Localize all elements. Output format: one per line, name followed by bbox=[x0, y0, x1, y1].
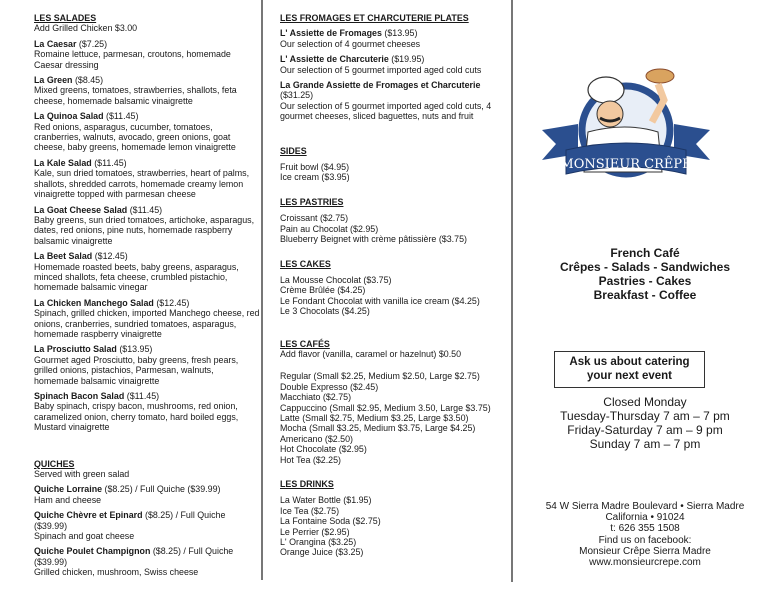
item-description: Our selection of 5 gourmet imported aged cold cuts bbox=[280, 64, 482, 75]
item-description: Mixed greens, tomatoes, strawberries, shallots, feta cheese, homemade balsamic vinaigrette bbox=[34, 85, 237, 106]
menu-section bbox=[280, 479, 510, 558]
item-description: Red onions, asparagus, cucumber, tomatoes, cranberries, walnuts, avocado, green onions, goat cheese, baby greens, homemade lemon vinaigrette bbox=[34, 121, 236, 153]
item-description: Homemade roasted beets, baby greens, asparagus, minced shallots, feta cheese, crumbled pistachio, homemade balsamic vinegar bbox=[34, 261, 239, 293]
menu-item bbox=[280, 28, 510, 49]
item-name: Quiche Lorraine bbox=[34, 484, 103, 495]
item-list bbox=[280, 495, 510, 557]
item-name: Quiche Poulet Champignon bbox=[34, 546, 151, 557]
menu-line: La Fontaine Soda ($2.75) bbox=[280, 516, 381, 527]
item-name: Quiche Chèvre et Epinard bbox=[34, 510, 143, 521]
contact-line: t: 626 355 1508 bbox=[610, 523, 680, 535]
menu-line: Mocha (Small $3.25, Medium $3.75, Large $4.25) bbox=[280, 423, 476, 434]
item-price: ($19.95) bbox=[391, 54, 425, 65]
item-list bbox=[280, 275, 510, 317]
item-list bbox=[280, 213, 510, 244]
tagline-line: Breakfast - Coffee bbox=[593, 288, 697, 302]
item-name: La Chicken Manchego Salad bbox=[34, 297, 154, 308]
menu-line: Orange Juice ($3.25) bbox=[280, 547, 364, 558]
tagline-line: Crêpes - Salads - Sandwiches bbox=[559, 260, 731, 274]
menu-item bbox=[34, 484, 260, 505]
column-divider-right bbox=[511, 0, 513, 582]
item-description: Spinach and goat cheese bbox=[34, 531, 135, 542]
hours-line: Sunday 7 am – 7 pm bbox=[589, 437, 701, 451]
menu-line: Pain au Chocolat ($2.95) bbox=[280, 223, 379, 234]
menu-line: Ice cream ($3.95) bbox=[280, 172, 350, 183]
tagline-line: French Café bbox=[610, 246, 680, 260]
item-name: L' Assiette de Fromages bbox=[280, 28, 382, 39]
item-price: ($31.25) bbox=[280, 90, 314, 101]
section-title: LES SALADES bbox=[34, 13, 97, 23]
item-price: ($11.45) bbox=[129, 204, 163, 215]
hours-line: Friday-Saturday 7 am – 9 pm bbox=[567, 423, 723, 437]
menu-item bbox=[34, 298, 260, 340]
menu-line: L' Orangina ($3.25) bbox=[280, 537, 357, 548]
item-name: Spinach Bacon Salad bbox=[34, 391, 125, 401]
menu-line: Le Perrier ($2.95) bbox=[280, 526, 350, 537]
contact-line: www.monsieurcrepe.com bbox=[589, 557, 701, 569]
contact-line: 54 W Sierra Madre Boulevard • Sierra Madre bbox=[545, 501, 745, 512]
hours-line: Tuesday-Thursday 7 am – 7 pm bbox=[560, 409, 730, 423]
section-subtitle: Add flavor (vanilla, caramel or hazelnut) $0.50 bbox=[280, 348, 462, 359]
menu-line: La Water Bottle ($1.95) bbox=[280, 495, 372, 506]
menu-line: La Mousse Chocolat ($3.75) bbox=[280, 274, 392, 285]
menu-line: Fruit bowl ($4.95) bbox=[280, 162, 350, 173]
menu-item bbox=[34, 546, 260, 577]
item-name: La Beet Salad bbox=[34, 251, 93, 262]
left-column bbox=[34, 13, 260, 592]
menu-line: Blueberry Beignet with crème pâtissière ($3.75) bbox=[280, 234, 467, 245]
menu-line: Croissant ($2.75) bbox=[280, 213, 349, 224]
menu-section bbox=[280, 13, 510, 122]
item-list bbox=[280, 371, 510, 465]
menu-line: Macchiato ($2.75) bbox=[280, 392, 352, 403]
menu-section bbox=[280, 259, 510, 317]
section-title: LES CAKES bbox=[280, 258, 331, 269]
section-title: LES DRINKS bbox=[280, 479, 334, 489]
item-description: Ham and cheese bbox=[34, 494, 102, 505]
menu-item bbox=[280, 54, 510, 75]
hours-line: Closed Monday bbox=[603, 395, 687, 409]
item-description: Grilled chicken, mushroom, Swiss cheese bbox=[34, 567, 199, 578]
menu-item bbox=[34, 111, 260, 153]
item-description: Baby spinach, crispy bacon, mushrooms, red onion, caramelized onion, cherry tomato, hard boiled eggs, Mustard vinaigrette bbox=[34, 401, 239, 433]
menu-line: Double Expresso ($2.45) bbox=[280, 381, 379, 392]
item-price: ($8.25) / Full Quiche ($39.99) bbox=[34, 546, 234, 567]
item-name: La Kale Salad bbox=[34, 157, 92, 168]
logo-text: MONSIEUR CRÊPE bbox=[560, 157, 692, 172]
column-divider-left bbox=[261, 0, 263, 580]
catering-box bbox=[554, 351, 705, 388]
item-price: ($13.95) bbox=[384, 28, 418, 39]
menu-line: Le Fondant Chocolat with vanilla ice cream ($4.25) bbox=[280, 295, 480, 306]
item-price: ($8.25) / Full Quiche ($39.99) bbox=[34, 510, 226, 531]
contact-line: Monsieur Crêpe Sierra Madre bbox=[579, 545, 711, 557]
item-name: La Caesar bbox=[34, 38, 77, 49]
item-price: ($12.45) bbox=[94, 251, 128, 262]
item-name: La Green bbox=[34, 75, 73, 86]
monsieur-crepe-logo bbox=[538, 58, 714, 190]
menu-line: Hot Chocolate ($2.95) bbox=[280, 444, 367, 455]
menu-line: Hot Tea ($2.25) bbox=[280, 454, 342, 465]
item-description: Kale, sun dried tomatoes, strawberries, heart of palms, shallots, shredded carrots, homemade creamy lemon vinaigrette topped with parmesan cheese bbox=[34, 168, 250, 200]
item-description: Gourmet aged Prosciutto, baby greens, fresh pears, grilled onions, pistachios, Parmesan, walnuts, homemade balsamic vinaigrette bbox=[34, 354, 239, 386]
menu-line: Cappuccino (Small $2.95, Medium 3.50, Large $3.75) bbox=[280, 402, 491, 413]
item-name: L' Assiette de Charcuterie bbox=[280, 54, 389, 65]
item-name: La Prosciutto Salad bbox=[34, 344, 117, 355]
item-description: Baby greens, sun dried tomatoes, artichoke, asparagus, dates, red onions, pine nuts, homemade raspberry balsamic vinaigrette bbox=[34, 214, 255, 246]
section-subtitle: Add Grilled Chicken $3.00 bbox=[34, 23, 138, 34]
menu-section bbox=[34, 459, 260, 578]
menu-item bbox=[34, 510, 260, 541]
menu-line: Americano ($2.50) bbox=[280, 433, 354, 444]
item-price: ($11.45) bbox=[106, 111, 139, 122]
menu-section bbox=[34, 13, 260, 433]
item-price: ($12.45) bbox=[156, 297, 190, 308]
menu-section bbox=[280, 339, 510, 465]
menu-item bbox=[34, 205, 260, 247]
tagline-line: Pastries - Cakes bbox=[598, 274, 692, 288]
section-title: LES CAFÉS bbox=[280, 338, 330, 349]
menu-item bbox=[34, 251, 260, 293]
item-price: ($8.25) / Full Quiche ($39.99) bbox=[104, 484, 221, 495]
menu-section bbox=[280, 146, 510, 183]
contact-line: California • 91024 bbox=[605, 512, 685, 524]
item-price: ($11.45) bbox=[94, 157, 127, 168]
menu-line: Latte (Small $2.75, Medium $3.25, Large $3.50) bbox=[280, 412, 469, 423]
menu-item bbox=[34, 75, 260, 106]
section-title: LES FROMAGES ET CHARCUTERIE PLATES bbox=[280, 13, 469, 23]
item-name: La Quinoa Salad bbox=[34, 111, 104, 122]
item-list bbox=[280, 162, 510, 183]
item-price: ($8.45) bbox=[74, 75, 104, 86]
section-title: QUICHES bbox=[34, 458, 75, 469]
menu-item bbox=[280, 80, 510, 122]
section-subtitle: Served with green salad bbox=[34, 469, 130, 480]
menu-item bbox=[34, 344, 260, 386]
catering-line: your next event bbox=[587, 370, 672, 382]
menu-item bbox=[34, 391, 260, 433]
tagline bbox=[522, 246, 768, 302]
contact-info bbox=[522, 501, 768, 568]
section-title: SIDES bbox=[280, 145, 307, 156]
section-title: LES PASTRIES bbox=[280, 196, 344, 207]
item-description: Our selection of 5 gourmet imported aged cold cuts, 4 gourmet cheeses, sliced baguettes, nuts and fruit bbox=[280, 100, 492, 122]
catering-line: Ask us about catering bbox=[569, 356, 690, 368]
menu-line: Le 3 Chocolats ($4.25) bbox=[280, 306, 370, 317]
middle-column bbox=[280, 13, 510, 572]
menu-line: Ice Tea ($2.75) bbox=[280, 505, 340, 516]
opening-hours bbox=[522, 395, 768, 451]
item-name: La Grande Assiette de Fromages et Charcuterie bbox=[280, 80, 481, 91]
menu-line: Crème Brûlée ($4.25) bbox=[280, 285, 366, 296]
item-price: ($11.45) bbox=[126, 391, 160, 401]
menu-line: Regular (Small $2.25, Medium $2.50, Large $2.75) bbox=[280, 371, 480, 382]
item-price: ($13.95) bbox=[119, 344, 153, 355]
item-price: ($7.25) bbox=[78, 38, 108, 49]
menu-item bbox=[34, 39, 260, 70]
menu-section bbox=[280, 197, 510, 245]
item-description: Spinach, grilled chicken, imported Manchego cheese, red onions, cranberries, sundried tomatoes, asparagus, homemade raspberry vinaigrette bbox=[34, 308, 260, 339]
item-description: Our selection of 4 gourmet cheeses bbox=[280, 38, 421, 49]
item-name: La Goat Cheese Salad bbox=[34, 204, 128, 215]
contact-line: Find us on facebook: bbox=[598, 534, 692, 546]
menu-item bbox=[34, 158, 260, 200]
item-description: Romaine lettuce, parmesan, croutons, homemade Caesar dressing bbox=[34, 49, 231, 70]
